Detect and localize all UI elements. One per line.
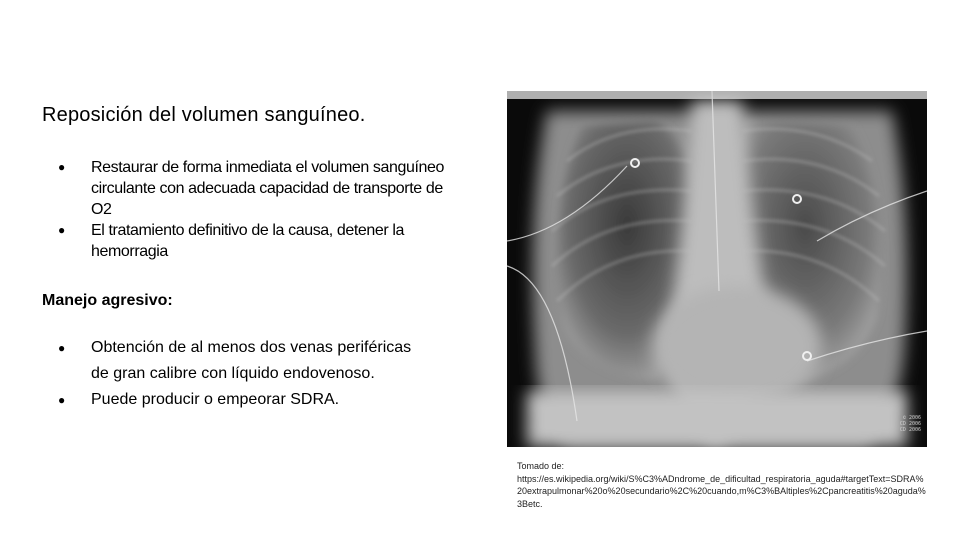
slide-title: Reposición del volumen sanguíneo.: [42, 104, 366, 126]
image-caption: [517, 460, 927, 510]
caption-url[interactable]: https://es.wikipedia.org/wiki/S%C3%ADndrome_de_dificultad_respiratoria_aguda#targetText=SDRA%20extrapulmonar%20o%20secundario%2C%20cuando,m%C3%BAltiples%2Cpancreatitis%20aguda%3Betc.: [517, 473, 926, 509]
bullet-icon: ●: [58, 341, 66, 355]
bullet-icon: ●: [58, 160, 65, 174]
list-item: [58, 335, 418, 387]
list-item: [58, 220, 448, 262]
volume-replacement-list: [58, 157, 448, 262]
list-item: [58, 387, 418, 413]
aggressive-management-list: [58, 335, 418, 413]
list-item-text: Puede producir o empeorar SDRA.: [91, 391, 340, 408]
chest-xray-image: [507, 91, 927, 447]
list-item: [58, 157, 448, 220]
image-corner-label: © 2006 CD 2006 CD 2006: [899, 415, 921, 433]
bullet-icon: ●: [58, 223, 65, 237]
chest-xray-graphic: [507, 91, 927, 447]
list-item-text: Obtención de al menos dos venas periféricas de gran calibre con líquido endovenoso.: [91, 339, 412, 382]
caption-prefix: Tomado de:: [517, 461, 565, 471]
list-item-text: El tratamiento definitivo de la causa, detener la hemorragia: [91, 222, 405, 260]
list-item-text: Restaurar de forma inmediata el volumen sanguíneo circulante con adecuada capacidad de transporte de O2: [91, 159, 445, 218]
section-heading: Manejo agresivo:: [42, 292, 173, 309]
bullet-icon: ●: [58, 393, 66, 407]
